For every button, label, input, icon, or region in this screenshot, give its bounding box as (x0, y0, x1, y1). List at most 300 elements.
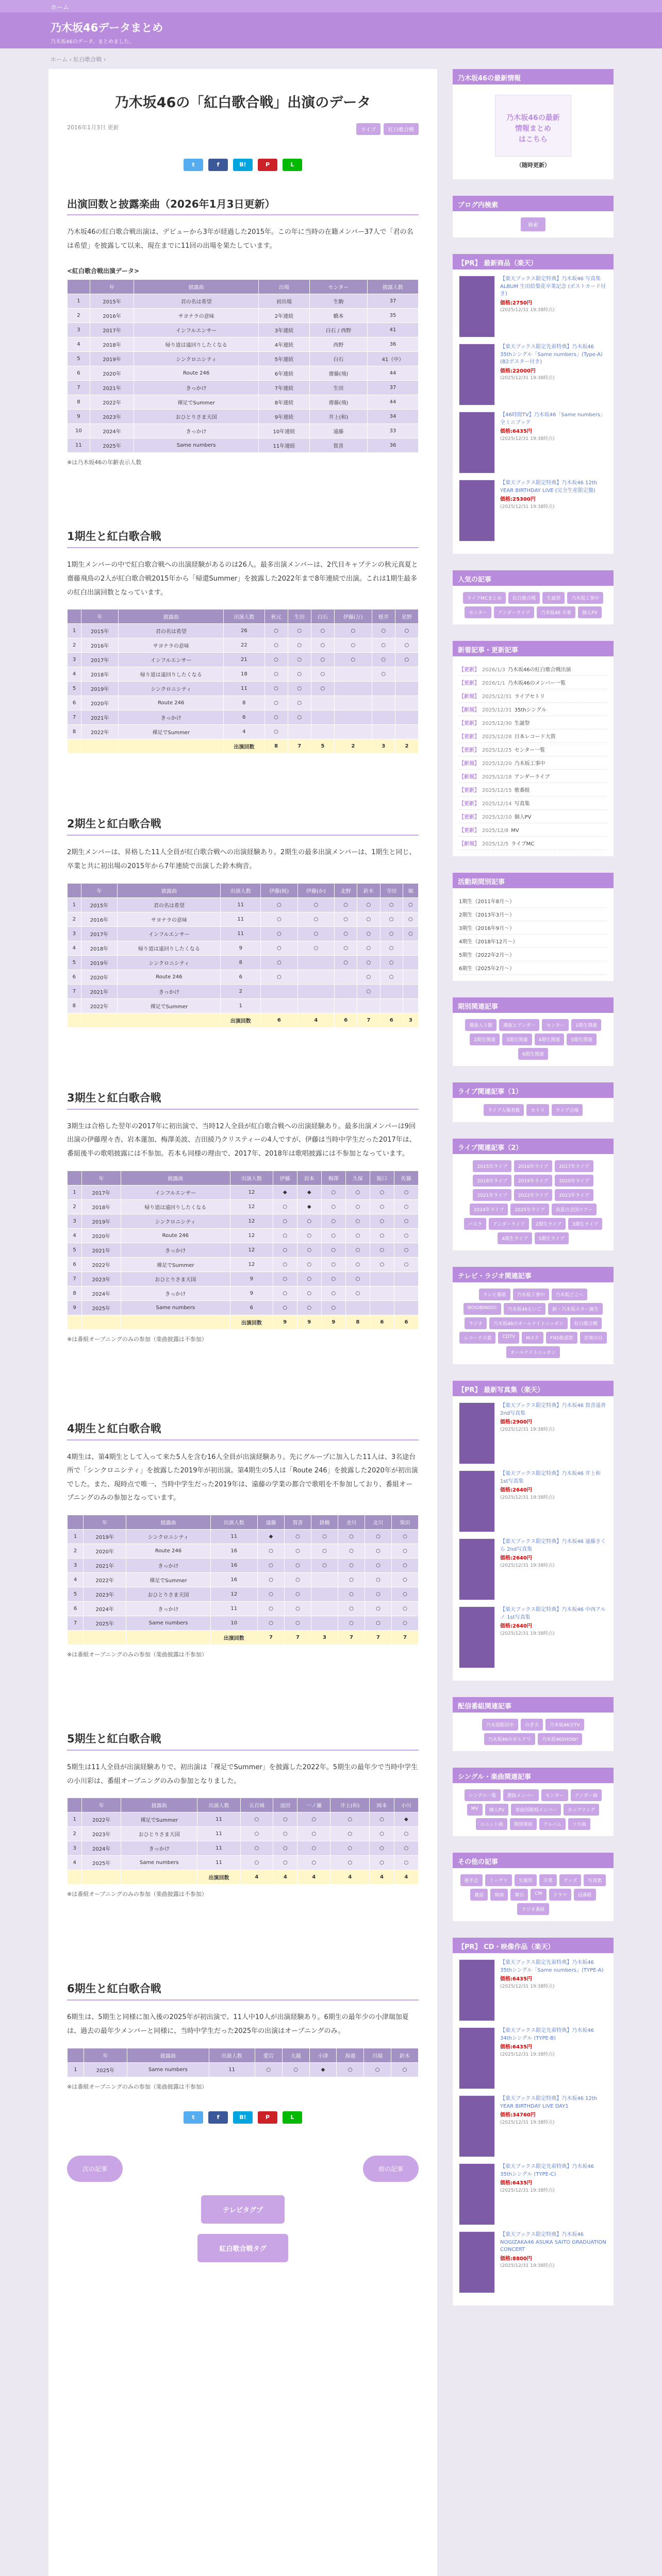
new-post-item[interactable] (459, 837, 607, 850)
column-header: 井上(和) (330, 1798, 370, 1812)
sidebar-tag-link[interactable]: 1期生関連 (571, 1019, 601, 1031)
sidebar-tag-link[interactable]: Mステ (522, 1332, 543, 1344)
product-item[interactable] (459, 1538, 607, 1600)
column-header: 久保 (345, 1171, 370, 1185)
sidebar-tag-link[interactable]: 握手会 (460, 1874, 483, 1886)
product-image[interactable] (459, 1959, 495, 2021)
table-cell: ○ (338, 1616, 365, 1631)
table-cell: ○ (261, 912, 297, 926)
sidebar-tag-link[interactable]: 乃木坂46えいご (504, 1303, 545, 1315)
column-header: 出演人数 (221, 883, 261, 897)
sidebar-tag-link[interactable]: 乃木坂46 卒業 (537, 606, 575, 618)
product-info (500, 480, 607, 541)
table-cell (84, 1631, 126, 1645)
table-cell: ○ (321, 1272, 345, 1286)
table-row (68, 1616, 419, 1631)
table-cell: ○ (370, 1827, 394, 1841)
new-post-item[interactable] (459, 823, 607, 837)
line-share-button[interactable]: L (283, 2111, 302, 2124)
product-timestamp: (2025/12/31 19:38時点) (500, 1427, 555, 1432)
new-post-item[interactable] (459, 676, 607, 689)
sidebar-tag-link[interactable]: 新・乃木坂スター誕生 (548, 1303, 603, 1315)
table-header-row (68, 883, 419, 897)
table-cell: ○ (330, 1827, 370, 1841)
product-info (500, 276, 607, 337)
new-post-item[interactable] (459, 689, 607, 703)
table-cell: 2020年 (82, 1228, 121, 1243)
category-button-kohaku[interactable]: 紅白歌合戦タグ (197, 2234, 288, 2262)
new-post-link[interactable]: ライブMC (511, 841, 535, 847)
table-cell: Route 246 (126, 1544, 210, 1558)
sidebar-tag-link[interactable]: 楽曲別歌唱メンバー (511, 1804, 560, 1816)
table-scroll-container[interactable] (67, 1515, 419, 1645)
product-title[interactable]: 【楽天ブックス限定特典】乃木坂46 遠藤さくら 2nd写真集 (500, 1539, 606, 1552)
table-row (68, 1558, 419, 1573)
table-cell: 生田 (309, 381, 367, 395)
product-item[interactable] (459, 1470, 607, 1532)
table-cell: 君の名は希望 (119, 624, 224, 638)
table-cell: 1 (68, 294, 90, 309)
product-info (500, 1606, 607, 1668)
new-post-item[interactable] (459, 796, 607, 810)
column-header (68, 1171, 82, 1185)
period-item[interactable]: 1期生（2011年8月〜） (459, 894, 607, 908)
sidebar-tag-link[interactable]: オールナイトニッポン (506, 1346, 560, 1358)
sidebar-tag-link[interactable]: 映画 (490, 1889, 508, 1901)
period-item[interactable]: 4期生（2018年12月〜） (459, 935, 607, 948)
new-post-link[interactable]: ライブセトリ (514, 694, 545, 700)
older-post-button[interactable]: 前の記事 (363, 2156, 419, 2182)
sidebar-tag-link[interactable]: アンダーライブ (494, 606, 534, 618)
table-scroll-container[interactable] (67, 883, 419, 1028)
table-cell: ○ (297, 1812, 330, 1827)
table-cell: シンクロニシティ (126, 1530, 210, 1544)
new-post-link[interactable]: 生誕祭 (514, 721, 530, 726)
table-cell: ○ (357, 970, 380, 984)
table-cell: 2 (334, 739, 372, 754)
widget-title: 【PR】 最新商品（楽天） (453, 254, 614, 269)
new-post-item[interactable] (459, 756, 607, 770)
sidebar-tag-link[interactable]: FNS歌謡祭 (546, 1332, 577, 1344)
table-cell: 8 (345, 1315, 370, 1329)
product-image[interactable] (459, 480, 495, 541)
table-cell (335, 970, 357, 984)
twitter-share-button[interactable]: t (184, 159, 203, 171)
product-title[interactable]: 【楽天ブックス限定先着特典】乃木坂46 35thシングル「Same numbers」(Type-A) (B2ポスター付き) (500, 344, 603, 365)
product-item[interactable] (459, 2231, 607, 2293)
sidebar-tag-link[interactable]: センター (541, 1789, 568, 1801)
sidebar-tag-link[interactable]: 個人PV (485, 1804, 509, 1816)
sidebar-tag-link[interactable]: 生誕祭 (515, 1874, 537, 1886)
column-header: 金川 (338, 1515, 365, 1530)
product-item[interactable] (459, 1606, 607, 1668)
table-cell: ○ (391, 2062, 419, 2077)
sidebar-tag-link[interactable]: 卒業 (539, 1874, 557, 1886)
product-title[interactable]: 【楽天ブックス限定特典】乃木坂46 12th YEAR BIRTHDAY LIVE (完全生産限定盤) (500, 480, 598, 494)
table-cell: ○ (338, 1530, 365, 1544)
widget-streaming (453, 1697, 614, 1751)
table-cell: ○ (330, 1812, 370, 1827)
sidebar-tag-link[interactable]: 舞台 (510, 1889, 528, 1901)
sidebar-tag-link[interactable]: 2022年ライブ (514, 1189, 552, 1201)
period-item[interactable]: 3期生（2016年9月〜） (459, 921, 607, 935)
column-header (68, 280, 90, 294)
new-post-link[interactable]: 個人PV (514, 815, 532, 820)
sidebar-tag-link[interactable]: 生誕祭 (542, 592, 565, 604)
sidebar-tag-link[interactable]: 2024年ライブ (470, 1204, 508, 1215)
product-item[interactable] (459, 2027, 607, 2089)
table-cell: 出演回数 (224, 739, 264, 754)
table-cell: ○ (380, 941, 403, 955)
table-cell: 2025年 (84, 2062, 127, 2077)
new-post-link[interactable]: 乃木坂46のメンバー一覧 (507, 681, 566, 686)
table-note: ※は番組オープニングのみの参加（楽曲披露は不参加） (67, 1335, 207, 1343)
product-price: 価格:2640円 (500, 1623, 532, 1629)
breadcrumb[interactable]: ホーム › 紅白歌合戦 › (51, 56, 106, 63)
table-cell (380, 984, 403, 998)
product-image[interactable] (459, 1606, 495, 1668)
sidebar-tag-link[interactable]: 2期生ライブ (532, 1218, 566, 1230)
table-sum-row (68, 1013, 419, 1027)
table-cell: ○ (264, 710, 288, 725)
sidebar-tag-link[interactable]: 2021年ライブ (473, 1189, 511, 1201)
site-title[interactable]: 乃木坂46データまとめ (51, 22, 163, 34)
product-title[interactable]: 【楽天ブックス限定先着特典】乃木坂46 34thシングル (TYPE-B) (500, 2028, 594, 2041)
new-post-link[interactable]: 乃木坂46の紅白歌合戦出演 (507, 667, 571, 673)
sidebar-tag-link[interactable]: 乃木坂工事中 (567, 592, 603, 604)
sidebar-tag-link[interactable]: 2020年ライブ (555, 1175, 593, 1187)
table-cell: 2018年 (90, 337, 134, 352)
new-post-link[interactable]: 35thシングル (514, 707, 547, 713)
sidebar-tag-link[interactable]: 雑誌 (470, 1889, 488, 1901)
new-post-link[interactable]: 日本レコード大賞 (514, 734, 556, 740)
table-cell: ○ (345, 1257, 370, 1272)
product-image[interactable] (459, 412, 495, 473)
new-post-item[interactable] (459, 716, 607, 730)
sidebar-tag-link[interactable]: 乃木坂工事中 (513, 1289, 549, 1300)
sidebar-tag-link[interactable]: ラジオ (465, 1317, 487, 1329)
sidebar-tag-link[interactable]: バスラ (464, 1218, 486, 1230)
table-cell: おひとりさま天国 (126, 1587, 210, 1602)
widget-title: ライブ関連記事（2） (453, 1139, 614, 1154)
table-cell: ○ (335, 897, 357, 912)
sidebar-tag-link[interactable]: セトリ (526, 1104, 549, 1116)
product-image[interactable] (459, 1402, 495, 1464)
column-header: 海邉 (337, 2048, 364, 2062)
site-description: 乃木坂46のデータ、まとめました。 (51, 39, 135, 45)
column-header: 北川 (365, 1515, 391, 1530)
sidebar-tag-link[interactable]: シングル一覧 (465, 1789, 500, 1801)
table-cell: ○ (297, 1841, 330, 1856)
table-cell: 齋藤(飛) (309, 366, 367, 381)
table-cell: ○ (273, 1300, 297, 1315)
new-post-link[interactable]: MV (511, 828, 519, 834)
sidebar-tag-link[interactable]: 2016年ライブ (514, 1160, 552, 1172)
table-cell: ○ (365, 1616, 391, 1631)
sidebar-tag-link[interactable]: 冠番組 (574, 1889, 596, 1901)
sidebar-tag-link[interactable]: のぎ天 (521, 1719, 543, 1731)
sidebar-tag-link[interactable]: 4期生ライブ (498, 1232, 532, 1244)
product-image[interactable] (459, 2231, 495, 2293)
table-cell (68, 739, 81, 754)
sidebar-tag-link[interactable]: 5期生関連 (567, 1033, 597, 1045)
table-cell: 12 (230, 1214, 273, 1228)
sidebar-tag-link[interactable]: 2023年ライブ (555, 1189, 593, 1201)
facebook-share-button[interactable]: f (208, 2111, 228, 2124)
column-header: 賀喜 (284, 1515, 311, 1530)
sidebar-tag-link[interactable]: ライブ会場 (552, 1104, 583, 1116)
pocket-share-button[interactable]: P (258, 2111, 277, 2124)
sidebar-tag-link[interactable]: 乃木坂どこへ (552, 1289, 588, 1300)
new-post-badge: 【更新】 (459, 801, 479, 807)
table-cell: ○ (380, 897, 403, 912)
sidebar-tag-link[interactable]: ドラマ (549, 1889, 571, 1901)
new-post-item[interactable] (459, 770, 607, 783)
newer-post-button[interactable]: 次の記事 (67, 2156, 123, 2182)
table-scroll-container[interactable] (67, 1798, 419, 1885)
product-item[interactable] (459, 1402, 607, 1464)
table-cell (372, 682, 395, 696)
new-post-link[interactable]: 乃木坂工事中 (514, 761, 545, 767)
sidebar-tag-link[interactable]: ラジオ番組 (517, 1903, 549, 1915)
sidebar-tag-link[interactable]: 乃木坂配信中 (482, 1719, 518, 1731)
product-item[interactable] (459, 2163, 607, 2225)
new-post-link[interactable]: アンダーライブ (514, 774, 550, 780)
table-cell: 4 (68, 941, 81, 955)
table-cell: 1 (68, 897, 81, 912)
table-scroll-container[interactable] (67, 1171, 419, 1330)
sidebar-tag-link[interactable]: アルバム (539, 1818, 566, 1830)
new-post-item[interactable] (459, 810, 607, 823)
hatena-bookmark-button[interactable]: B! (233, 159, 253, 171)
sidebar-tag-link[interactable]: 乃木坂46のオールナイトニッポン (489, 1317, 568, 1329)
sidebar-tag-link[interactable]: 3期生関連 (502, 1033, 532, 1045)
table-cell: 9 (68, 410, 90, 424)
table-cell: 橋本 (309, 309, 367, 323)
new-post-item[interactable] (459, 703, 607, 716)
product-item[interactable] (459, 344, 607, 405)
post-tag[interactable]: ライブ (356, 123, 380, 135)
table-cell (311, 725, 334, 739)
sidebar-tag-link[interactable]: 2025年ライブ (510, 1204, 549, 1215)
sidebar-tag-link[interactable]: 選抜メンバー (503, 1789, 539, 1801)
sidebar-tag-link[interactable]: センター (542, 1019, 569, 1031)
product-title[interactable]: 【楽天ブックス限定特典】乃木坂46 写真集ALBUM 生田絵梨花卒業記念 (ポストカード付き) (500, 276, 606, 297)
new-post-item[interactable] (459, 783, 607, 796)
sidebar-tag-link[interactable]: 5期生ライブ (535, 1232, 569, 1244)
sidebar-tag-link[interactable]: 6期生関連 (518, 1048, 548, 1060)
table-cell: 8 (224, 696, 264, 710)
sidebar-tag-link[interactable]: ソロ曲 (568, 1818, 590, 1830)
sidebar-tag-link[interactable]: 乃木坂46のガルアワ (484, 1733, 535, 1745)
hatena-bookmark-button[interactable]: B! (233, 2111, 253, 2124)
product-title[interactable]: 【楽天ブックス限定特典】乃木坂46 井上和 1st写真集 (500, 1471, 601, 1484)
new-post-item[interactable] (459, 730, 607, 743)
sidebar-tag-link[interactable]: テレビ番組 (479, 1289, 510, 1300)
product-title[interactable]: 【楽天ブックス限定先着特典】乃木坂46 35thシングル (TYPE-C) (500, 2164, 594, 2177)
sidebar-tag-link[interactable]: 紅白歌合戦 (570, 1317, 602, 1329)
table-cell: ○ (258, 1573, 285, 1587)
period-item[interactable]: 5期生（2022年2月〜） (459, 948, 607, 961)
table-cell: 26 (224, 624, 264, 638)
table-cell: Route 246 (119, 696, 224, 710)
facebook-share-button[interactable]: f (208, 159, 228, 171)
sidebar-tag-link[interactable]: 2018年ライブ (473, 1175, 511, 1187)
product-title[interactable]: 【楽天ブックス限定特典】乃木坂46 12th YEAR BIRTHDAY LIVE DAY1 (500, 2096, 598, 2109)
product-item[interactable] (459, 1959, 607, 2021)
product-image[interactable] (459, 1538, 495, 1600)
new-post-date: 2025/12/25 (482, 748, 512, 753)
sidebar-tag-link[interactable]: CM (531, 1889, 546, 1901)
product-info (500, 1538, 607, 1600)
sidebar-tag-link[interactable]: アンダー曲 (571, 1789, 602, 1801)
table-cell: ◆ (273, 1185, 297, 1199)
sidebar-tag-link[interactable]: 個人PV (578, 606, 602, 618)
table-cell: Route 246 (121, 1228, 230, 1243)
table-cell: ○ (288, 710, 311, 725)
table-cell: 2020年 (81, 696, 119, 710)
table-cell: ○ (321, 1286, 345, 1300)
table-cell: ○ (264, 725, 288, 739)
sidebar-tag-link[interactable]: NOGIBINGO! (464, 1303, 501, 1315)
sidebar-tag-link[interactable]: 期別楽曲 (510, 1818, 537, 1830)
sidebar-tag-link[interactable]: MV (467, 1804, 483, 1816)
table-row (68, 1185, 419, 1199)
widget-title: 【PR】 最新写真集（楽天） (453, 1381, 614, 1396)
post-meta (67, 123, 419, 135)
widget-title: ライブ関連記事（1） (453, 1082, 614, 1098)
table-cell (118, 1013, 221, 1027)
new-post-link[interactable]: 歌番組 (514, 788, 530, 793)
table-cell (297, 998, 334, 1013)
product-image[interactable] (459, 2163, 495, 2225)
search-button[interactable]: 検索 (521, 217, 545, 231)
table-cell: 7 (338, 1631, 365, 1645)
sidebar-tag-link[interactable]: CDTV (498, 1332, 519, 1344)
table-cell: Same numbers (121, 1856, 197, 1870)
product-title[interactable]: 【楽天ブックス限定先着特典】乃木坂46 35thシングル「Same numbers」(TYPE-A) (500, 1960, 604, 1973)
sidebar-tag-link[interactable]: 乃木坂46分TV (545, 1719, 584, 1731)
sidebar-tag-link[interactable]: ユニット曲 (476, 1818, 507, 1830)
table-cell: 9 (297, 1315, 321, 1329)
sidebar-tag-link[interactable]: 音楽の日 (580, 1332, 607, 1344)
sidebar-tag-link[interactable]: 紅白歌合戦 (508, 592, 540, 604)
period-item[interactable]: 6期生（2025年2月〜） (459, 961, 607, 975)
sidebar-tag-link[interactable]: 選抜とアンダー (499, 1019, 539, 1031)
table-sum-row (68, 739, 419, 754)
product-image[interactable] (459, 344, 495, 405)
column-header: 披露曲 (134, 280, 259, 294)
table-row (68, 2062, 419, 2077)
pocket-share-button[interactable]: P (258, 159, 277, 171)
product-price: 価格:2640円 (500, 1487, 532, 1493)
product-image[interactable] (459, 1470, 495, 1532)
column-header: 柴田 (391, 1515, 418, 1530)
table-cell: 出演回数 (221, 1013, 261, 1027)
sidebar-tag-link[interactable]: アンダーライブ (489, 1218, 529, 1230)
sidebar-tag-link[interactable]: 乃木坂46SHOW! (538, 1733, 583, 1745)
sidebar-tag-link[interactable]: 2期生関連 (470, 1033, 500, 1045)
table-cell: 2023年 (84, 1587, 126, 1602)
sidebar-tag-link[interactable]: 選抜入り数 (465, 1019, 496, 1031)
sidebar-tag-link[interactable]: カップリング (564, 1804, 599, 1816)
product-item[interactable] (459, 2095, 607, 2157)
table-cell: 2015年 (81, 897, 118, 912)
table-cell: 2020年 (90, 366, 134, 381)
table-cell (81, 1013, 118, 1027)
category-button-tv[interactable]: テレビタグプ (201, 2195, 285, 2224)
product-image[interactable] (459, 2027, 495, 2089)
widget-title: 乃木坂46の最新情報 (453, 69, 614, 84)
sidebar-tag-link[interactable]: 2017年ライブ (555, 1160, 593, 1172)
table-cell: 34 (367, 410, 418, 424)
table-scroll-container[interactable] (67, 2048, 419, 2077)
new-post-link[interactable]: 写真集 (514, 801, 530, 807)
table-row (68, 682, 419, 696)
sidebar-tag-link[interactable]: レコード大賞 (459, 1332, 495, 1344)
product-item[interactable] (459, 412, 607, 473)
twitter-share-button[interactable]: t (184, 2111, 203, 2124)
new-post-item[interactable] (459, 663, 607, 676)
table-cell: 11 (197, 1841, 240, 1856)
table-cell: 2019年 (81, 955, 118, 970)
table-cell: ○ (357, 926, 380, 941)
column-header: 川端 (364, 2048, 391, 2062)
new-post-item[interactable] (459, 743, 607, 756)
column-header: 出演人数 (230, 1171, 273, 1185)
sidebar-tag-link[interactable]: 4期生関連 (535, 1033, 565, 1045)
line-share-button[interactable]: L (283, 159, 302, 171)
table-cell: ○ (258, 1616, 285, 1631)
product-price: 価格:34760円 (500, 2112, 536, 2118)
post-tag[interactable]: 紅白歌合戦 (384, 123, 419, 135)
sidebar-tag-link[interactable]: 2015年ライブ (473, 1160, 511, 1172)
sidebar-tag-link[interactable]: ライブ入場者数 (484, 1104, 524, 1116)
product-title[interactable]: 【楽天ブックス限定特典】乃木坂46 中西アルノ 1st写真集 (500, 1607, 606, 1620)
period-item[interactable]: 2期生（2013年3月〜） (459, 908, 607, 921)
table-cell: ○ (297, 926, 334, 941)
sidebar-tag-link[interactable]: ライブMCまとめ (463, 592, 506, 604)
product-item[interactable] (459, 480, 607, 541)
sidebar-tag-link[interactable]: ミーグリ (485, 1874, 512, 1886)
sidebar-tag-link[interactable]: 写真集 (584, 1874, 606, 1886)
new-post-link[interactable]: センター一覧 (514, 748, 545, 753)
nav-home-link[interactable]: ホーム (51, 4, 70, 11)
table-scroll-container[interactable] (67, 609, 419, 754)
table-cell: 1 (68, 1812, 82, 1827)
table-row (68, 638, 419, 653)
sidebar-tag-link[interactable]: 2019年ライブ (514, 1175, 552, 1187)
table-cell (261, 984, 297, 998)
product-title[interactable]: 【楽天ブックス限定特典】乃木坂46 賀喜遥香 2nd写真集 (500, 1403, 606, 1416)
table-cell: きっかけ (134, 424, 259, 438)
table-cell: ○ (365, 1558, 391, 1573)
sidebar-tag-link[interactable]: 3期生ライブ (568, 1218, 602, 1230)
table-cell: ○ (335, 941, 357, 955)
product-item[interactable] (459, 276, 607, 337)
table-cell: ○ (321, 1214, 345, 1228)
table-cell: 6 (68, 1602, 84, 1616)
sidebar-tag-link[interactable]: グッズ (559, 1874, 582, 1886)
product-image[interactable] (459, 2095, 495, 2157)
product-title[interactable]: 【楽天ブックス限定特典】乃木坂46 NOGIZAKA46 ASUKA SAITO GRADUATION CONCERT (500, 2232, 606, 2252)
product-image[interactable] (459, 276, 495, 337)
sidebar-tag-link[interactable]: センター (465, 606, 491, 618)
table-cell: 7 (68, 1272, 82, 1286)
latest-info-banner[interactable] (495, 95, 571, 157)
sidebar-tag-link[interactable]: 真夏の全国ツアー (552, 1204, 597, 1215)
product-title[interactable]: 【46時間TV】乃木坂46「Same numbers」全ミニブック (500, 412, 606, 426)
